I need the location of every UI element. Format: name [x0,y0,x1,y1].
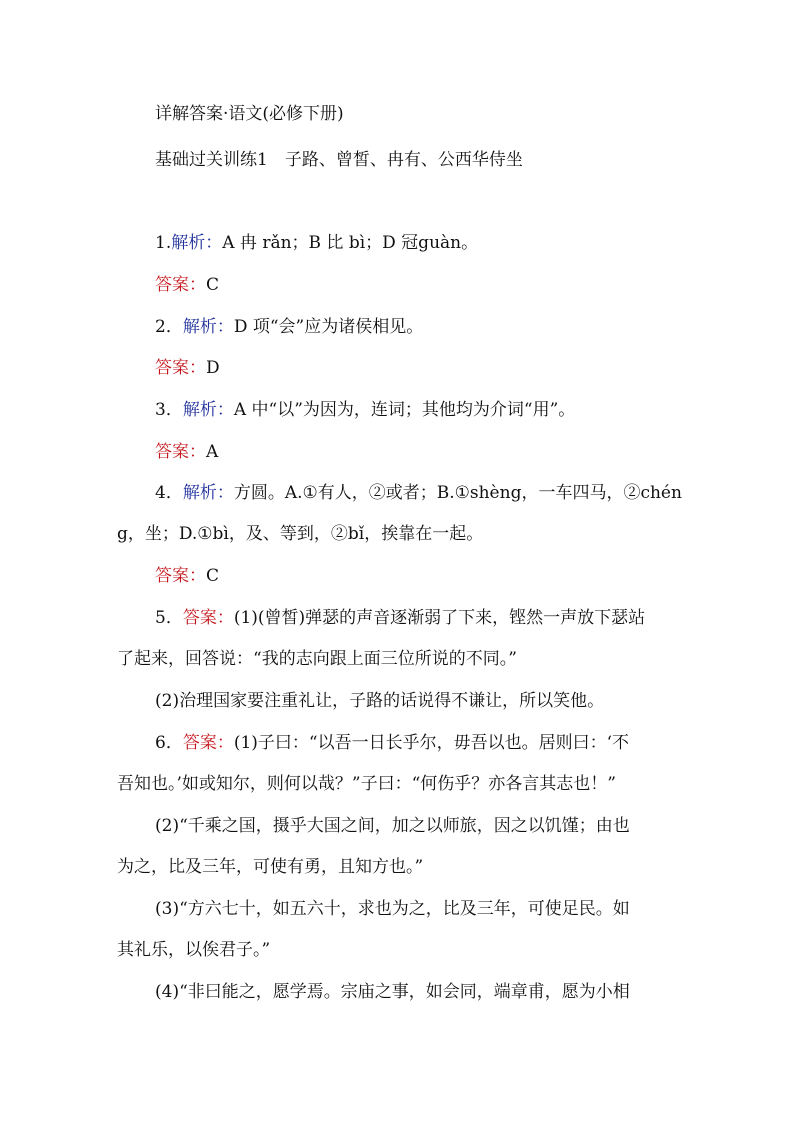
analysis-text: D 项“会”应为诸侯相见。 [233,317,424,337]
answer-label: 答案： [155,566,206,586]
answer-text: D [206,358,220,378]
answer-label: 答案： [155,358,206,378]
item-number: 5． [155,608,183,628]
answer-label: 答案： [182,733,234,753]
analysis-label: 解析： [182,317,234,337]
answer-label: 答案： [182,608,234,628]
item-4-analysis-cont: g，坐；D.①bì，及、等到，②bǐ，挨靠在一起。 [117,524,484,544]
analysis-label: 解析： [182,400,234,420]
answer-label: 答案： [155,442,206,462]
item-3-analysis [155,398,575,422]
answer-label: 答案： [155,275,206,295]
item-number: 2． [155,317,183,337]
item-6-part-3-cont: 其礼乐，以俟君子。” [117,940,271,960]
item-number: 4． [155,483,183,503]
item-6-answer [155,731,629,755]
analysis-text: A 中“以”为因为，连词；其他均为介词“用”。 [233,400,576,420]
exercise-title: 基础过关训练1 子路、曾皙、冉有、公西华侍坐 [155,150,523,170]
item-2-answer [155,356,220,380]
document-header: 详解答案·语文(必修下册) [155,104,344,124]
item-2-analysis [155,315,423,339]
analysis-text: A 冉 rǎn；B 比 bì；D 冠guàn。 [222,233,479,253]
item-4-answer [155,564,219,588]
analysis-label: 解析： [171,233,223,253]
item-number: 6． [155,733,183,753]
analysis-text: 方圆。A.①有人，②或者；B.①shèng，一车四马，②chén [233,483,682,503]
item-number: 3． [155,400,183,420]
item-5-answer [155,606,645,630]
answer-text: (1)子曰：“以吾一日长乎尔，毋吾以也。居则曰：‘不 [233,733,630,753]
item-6-part-4: (4)“非曰能之，愿学焉。宗庙之事，如会同，端章甫，愿为小相 [155,982,630,1002]
item-6-part-2: (2)“千乘之国，摄乎大国之间，加之以师旅，因之以饥馑；由也 [155,816,630,836]
answer-text: C [206,566,220,586]
item-6-part-2-cont: 为之，比及三年，可使有勇，且知方也。” [117,857,424,877]
item-1-answer [155,273,219,297]
item-3-answer [155,440,218,464]
item-5-answer-cont: 了起来，回答说：“我的志向跟上面三位所说的不同。” [117,649,517,669]
item-number: 1. [155,233,172,253]
item-1-analysis [155,231,478,255]
item-6-part-3: (3)“方六七十，如五六十，求也为之，比及三年，可使足民。如 [155,899,630,919]
answer-text: (1)(曾皙)弹瑟的声音逐渐弱了下来，铿然一声放下瑟站 [233,608,646,628]
answer-text: C [206,275,220,295]
answer-text: A [206,442,219,462]
item-4-analysis [155,481,682,505]
analysis-label: 解析： [182,483,234,503]
item-5-part-2: (2)治理国家要注重礼让，子路的话说得不谦让，所以笑他。 [155,691,605,711]
item-6-part-1-cont: 吾知也。’如或知尔，则何以哉？”子曰：“何伤乎？亦各言其志也！” [117,774,616,794]
